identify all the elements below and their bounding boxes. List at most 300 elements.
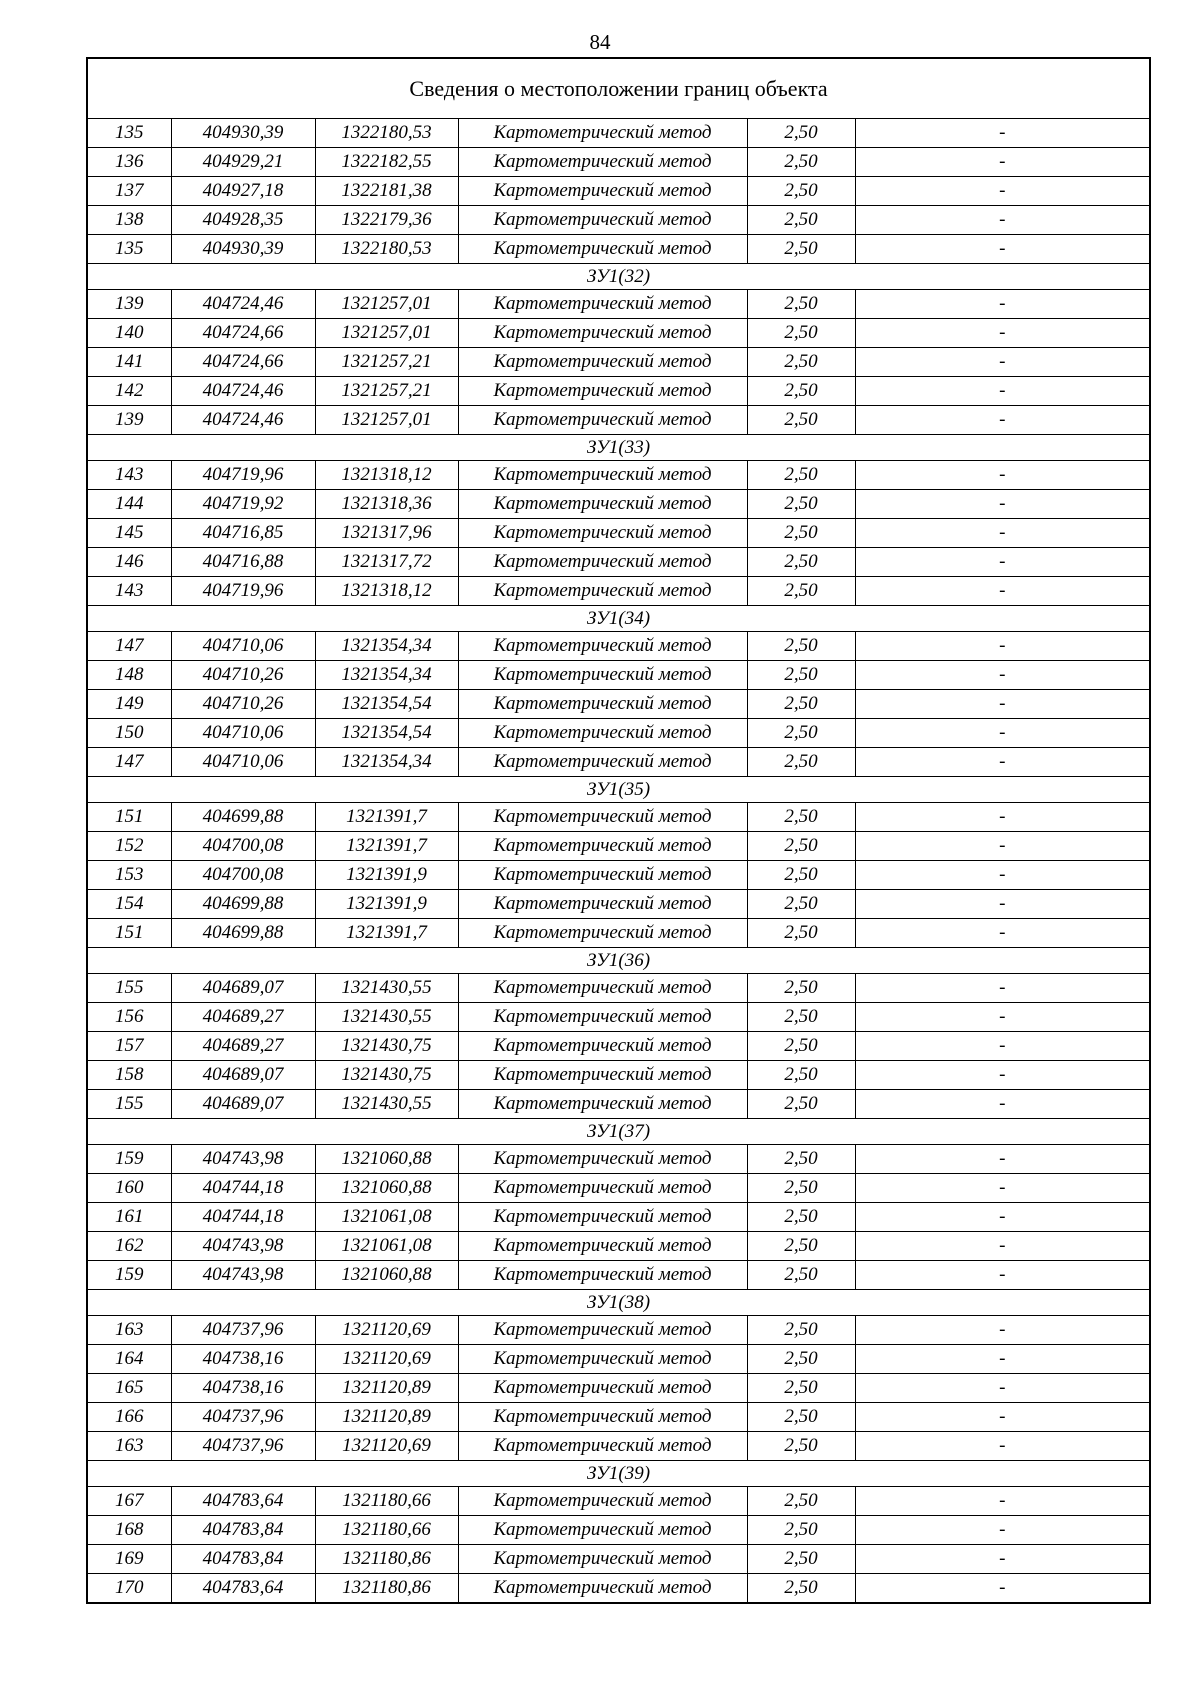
point-number-cell: 136 [87,148,171,177]
table-row [87,661,1150,690]
x-coordinate-cell: 404689,07 [171,1061,315,1090]
description-cell: - [855,1003,1150,1032]
y-coordinate-cell: 1321120,69 [315,1316,458,1345]
y-coordinate-cell: 1321257,01 [315,290,458,319]
section-label: ЗУ1(39) [87,1461,1150,1487]
point-number-cell: 139 [87,290,171,319]
accuracy-cell: 2,50 [747,1574,855,1604]
point-number-cell: 148 [87,661,171,690]
accuracy-cell: 2,50 [747,519,855,548]
y-coordinate-cell: 1321391,9 [315,861,458,890]
description-cell: - [855,519,1150,548]
y-coordinate-cell: 1322182,55 [315,148,458,177]
description-cell: - [855,235,1150,264]
y-coordinate-cell: 1321354,34 [315,748,458,777]
point-number-cell: 152 [87,832,171,861]
description-cell: - [855,1261,1150,1290]
x-coordinate-cell: 404743,98 [171,1145,315,1174]
accuracy-cell: 2,50 [747,119,855,148]
x-coordinate-cell: 404927,18 [171,177,315,206]
point-number-cell: 137 [87,177,171,206]
y-coordinate-cell: 1321391,7 [315,919,458,948]
accuracy-cell: 2,50 [747,1487,855,1516]
y-coordinate-cell: 1322180,53 [315,119,458,148]
x-coordinate-cell: 404744,18 [171,1203,315,1232]
description-cell: - [855,861,1150,890]
x-coordinate-cell: 404710,06 [171,719,315,748]
table-row [87,548,1150,577]
point-number-cell: 159 [87,1145,171,1174]
section-label: ЗУ1(38) [87,1290,1150,1316]
section-header-row [87,264,1150,290]
method-cell: Картометрический метод [458,690,747,719]
table-row [87,1061,1150,1090]
x-coordinate-cell: 404738,16 [171,1374,315,1403]
y-coordinate-cell: 1321318,12 [315,461,458,490]
x-coordinate-cell: 404738,16 [171,1345,315,1374]
x-coordinate-cell: 404719,96 [171,577,315,606]
accuracy-cell: 2,50 [747,377,855,406]
x-coordinate-cell: 404700,08 [171,832,315,861]
y-coordinate-cell: 1321180,66 [315,1516,458,1545]
table-row [87,348,1150,377]
y-coordinate-cell: 1321180,86 [315,1545,458,1574]
method-cell: Картометрический метод [458,490,747,519]
y-coordinate-cell: 1321317,96 [315,519,458,548]
point-number-cell: 151 [87,803,171,832]
point-number-cell: 138 [87,206,171,235]
accuracy-cell: 2,50 [747,1032,855,1061]
table-row [87,1174,1150,1203]
point-number-cell: 135 [87,235,171,264]
table-row [87,1374,1150,1403]
boundary-coordinates-table [86,57,1151,1604]
y-coordinate-cell: 1321354,54 [315,719,458,748]
method-cell: Картометрический метод [458,919,747,948]
description-cell: - [855,490,1150,519]
table-row [87,319,1150,348]
accuracy-cell: 2,50 [747,1145,855,1174]
method-cell: Картометрический метод [458,1487,747,1516]
description-cell: - [855,919,1150,948]
y-coordinate-cell: 1321257,01 [315,406,458,435]
x-coordinate-cell: 404783,64 [171,1574,315,1604]
x-coordinate-cell: 404783,84 [171,1545,315,1574]
description-cell: - [855,690,1150,719]
table-row [87,119,1150,148]
y-coordinate-cell: 1321061,08 [315,1232,458,1261]
x-coordinate-cell: 404743,98 [171,1232,315,1261]
table-row [87,890,1150,919]
point-number-cell: 158 [87,1061,171,1090]
accuracy-cell: 2,50 [747,348,855,377]
y-coordinate-cell: 1321318,12 [315,577,458,606]
y-coordinate-cell: 1321391,9 [315,890,458,919]
point-number-cell: 145 [87,519,171,548]
y-coordinate-cell: 1321430,75 [315,1032,458,1061]
y-coordinate-cell: 1321430,75 [315,1061,458,1090]
point-number-cell: 147 [87,748,171,777]
section-header-row [87,435,1150,461]
x-coordinate-cell: 404724,66 [171,319,315,348]
x-coordinate-cell: 404710,06 [171,632,315,661]
method-cell: Картометрический метод [458,719,747,748]
section-header-row [87,777,1150,803]
table-row [87,377,1150,406]
point-number-cell: 150 [87,719,171,748]
method-cell: Картометрический метод [458,1432,747,1461]
table-row [87,719,1150,748]
method-cell: Картометрический метод [458,1374,747,1403]
x-coordinate-cell: 404929,21 [171,148,315,177]
boundary-table-container [86,57,1149,1604]
y-coordinate-cell: 1321061,08 [315,1203,458,1232]
accuracy-cell: 2,50 [747,803,855,832]
method-cell: Картометрический метод [458,632,747,661]
description-cell: - [855,577,1150,606]
description-cell: - [855,719,1150,748]
table-row [87,1232,1150,1261]
point-number-cell: 156 [87,1003,171,1032]
description-cell: - [855,1032,1150,1061]
y-coordinate-cell: 1321391,7 [315,803,458,832]
point-number-cell: 144 [87,490,171,519]
table-row [87,1345,1150,1374]
description-cell: - [855,119,1150,148]
method-cell: Картометрический метод [458,406,747,435]
table-body [87,58,1150,1603]
section-label: ЗУ1(36) [87,948,1150,974]
x-coordinate-cell: 404699,88 [171,919,315,948]
x-coordinate-cell: 404719,96 [171,461,315,490]
accuracy-cell: 2,50 [747,548,855,577]
description-cell: - [855,548,1150,577]
method-cell: Картометрический метод [458,206,747,235]
point-number-cell: 166 [87,1403,171,1432]
y-coordinate-cell: 1322181,38 [315,177,458,206]
table-row [87,1090,1150,1119]
accuracy-cell: 2,50 [747,319,855,348]
section-header-row [87,1119,1150,1145]
table-row [87,1545,1150,1574]
table-row [87,1145,1150,1174]
method-cell: Картометрический метод [458,1174,747,1203]
description-cell: - [855,1174,1150,1203]
method-cell: Картометрический метод [458,748,747,777]
point-number-cell: 154 [87,890,171,919]
table-row [87,148,1150,177]
description-cell: - [855,377,1150,406]
accuracy-cell: 2,50 [747,1545,855,1574]
method-cell: Картометрический метод [458,1232,747,1261]
y-coordinate-cell: 1321430,55 [315,974,458,1003]
method-cell: Картометрический метод [458,832,747,861]
table-row [87,1032,1150,1061]
accuracy-cell: 2,50 [747,290,855,319]
accuracy-cell: 2,50 [747,1203,855,1232]
description-cell: - [855,1516,1150,1545]
y-coordinate-cell: 1321060,88 [315,1145,458,1174]
method-cell: Картометрический метод [458,974,747,1003]
description-cell: - [855,1061,1150,1090]
x-coordinate-cell: 404710,06 [171,748,315,777]
accuracy-cell: 2,50 [747,1261,855,1290]
x-coordinate-cell: 404699,88 [171,803,315,832]
table-row [87,206,1150,235]
description-cell: - [855,803,1150,832]
accuracy-cell: 2,50 [747,577,855,606]
description-cell: - [855,661,1150,690]
description-cell: - [855,461,1150,490]
x-coordinate-cell: 404930,39 [171,119,315,148]
x-coordinate-cell: 404737,96 [171,1316,315,1345]
description-cell: - [855,148,1150,177]
accuracy-cell: 2,50 [747,490,855,519]
x-coordinate-cell: 404783,84 [171,1516,315,1545]
description-cell: - [855,832,1150,861]
section-header-row [87,606,1150,632]
description-cell: - [855,1090,1150,1119]
table-row [87,1516,1150,1545]
section-header-row [87,1461,1150,1487]
y-coordinate-cell: 1321257,21 [315,377,458,406]
x-coordinate-cell: 404737,96 [171,1403,315,1432]
method-cell: Картометрический метод [458,861,747,890]
y-coordinate-cell: 1321354,54 [315,690,458,719]
method-cell: Картометрический метод [458,661,747,690]
accuracy-cell: 2,50 [747,235,855,264]
method-cell: Картометрический метод [458,519,747,548]
x-coordinate-cell: 404689,27 [171,1003,315,1032]
method-cell: Картометрический метод [458,148,747,177]
accuracy-cell: 2,50 [747,1090,855,1119]
x-coordinate-cell: 404743,98 [171,1261,315,1290]
point-number-cell: 160 [87,1174,171,1203]
method-cell: Картометрический метод [458,290,747,319]
point-number-cell: 170 [87,1574,171,1604]
x-coordinate-cell: 404737,96 [171,1432,315,1461]
point-number-cell: 143 [87,577,171,606]
point-number-cell: 163 [87,1432,171,1461]
y-coordinate-cell: 1321060,88 [315,1174,458,1203]
accuracy-cell: 2,50 [747,206,855,235]
x-coordinate-cell: 404783,64 [171,1487,315,1516]
description-cell: - [855,974,1150,1003]
table-row [87,1432,1150,1461]
accuracy-cell: 2,50 [747,719,855,748]
point-number-cell: 162 [87,1232,171,1261]
y-coordinate-cell: 1321180,66 [315,1487,458,1516]
description-cell: - [855,290,1150,319]
method-cell: Картометрический метод [458,1145,747,1174]
method-cell: Картометрический метод [458,461,747,490]
accuracy-cell: 2,50 [747,1232,855,1261]
method-cell: Картометрический метод [458,235,747,264]
table-row [87,861,1150,890]
method-cell: Картометрический метод [458,577,747,606]
method-cell: Картометрический метод [458,177,747,206]
y-coordinate-cell: 1321257,21 [315,348,458,377]
method-cell: Картометрический метод [458,348,747,377]
section-label: ЗУ1(35) [87,777,1150,803]
table-row [87,832,1150,861]
section-label: ЗУ1(34) [87,606,1150,632]
x-coordinate-cell: 404699,88 [171,890,315,919]
point-number-cell: 169 [87,1545,171,1574]
table-row [87,1574,1150,1604]
x-coordinate-cell: 404930,39 [171,235,315,264]
section-header-row [87,1290,1150,1316]
method-cell: Картометрический метод [458,803,747,832]
description-cell: - [855,406,1150,435]
y-coordinate-cell: 1322180,53 [315,235,458,264]
description-cell: - [855,748,1150,777]
section-label: ЗУ1(37) [87,1119,1150,1145]
description-cell: - [855,1316,1150,1345]
description-cell: - [855,632,1150,661]
table-row [87,974,1150,1003]
section-label: ЗУ1(32) [87,264,1150,290]
table-row [87,1316,1150,1345]
accuracy-cell: 2,50 [747,1345,855,1374]
table-row [87,1003,1150,1032]
y-coordinate-cell: 1321318,36 [315,490,458,519]
point-number-cell: 164 [87,1345,171,1374]
section-header-row [87,948,1150,974]
method-cell: Картометрический метод [458,1574,747,1604]
table-row [87,803,1150,832]
point-number-cell: 141 [87,348,171,377]
y-coordinate-cell: 1321257,01 [315,319,458,348]
x-coordinate-cell: 404689,27 [171,1032,315,1061]
table-row [87,1487,1150,1516]
accuracy-cell: 2,50 [747,1003,855,1032]
x-coordinate-cell: 404724,46 [171,290,315,319]
accuracy-cell: 2,50 [747,1174,855,1203]
table-row [87,577,1150,606]
description-cell: - [855,1574,1150,1604]
point-number-cell: 167 [87,1487,171,1516]
y-coordinate-cell: 1321120,69 [315,1432,458,1461]
y-coordinate-cell: 1321120,89 [315,1374,458,1403]
accuracy-cell: 2,50 [747,974,855,1003]
method-cell: Картометрический метод [458,377,747,406]
table-row [87,632,1150,661]
accuracy-cell: 2,50 [747,661,855,690]
description-cell: - [855,1345,1150,1374]
x-coordinate-cell: 404710,26 [171,661,315,690]
description-cell: - [855,1432,1150,1461]
accuracy-cell: 2,50 [747,406,855,435]
method-cell: Картометрический метод [458,1403,747,1432]
point-number-cell: 168 [87,1516,171,1545]
description-cell: - [855,1232,1150,1261]
point-number-cell: 163 [87,1316,171,1345]
table-row [87,490,1150,519]
table-row [87,235,1150,264]
description-cell: - [855,890,1150,919]
accuracy-cell: 2,50 [747,690,855,719]
y-coordinate-cell: 1321391,7 [315,832,458,861]
table-row [87,406,1150,435]
y-coordinate-cell: 1321120,89 [315,1403,458,1432]
y-coordinate-cell: 1321354,34 [315,632,458,661]
point-number-cell: 155 [87,974,171,1003]
method-cell: Картометрический метод [458,119,747,148]
point-number-cell: 146 [87,548,171,577]
point-number-cell: 161 [87,1203,171,1232]
point-number-cell: 155 [87,1090,171,1119]
point-number-cell: 151 [87,919,171,948]
method-cell: Картометрический метод [458,548,747,577]
table-row [87,519,1150,548]
section-label: ЗУ1(33) [87,435,1150,461]
table-row [87,1261,1150,1290]
accuracy-cell: 2,50 [747,1061,855,1090]
method-cell: Картометрический метод [458,1003,747,1032]
method-cell: Картометрический метод [458,1032,747,1061]
accuracy-cell: 2,50 [747,861,855,890]
accuracy-cell: 2,50 [747,632,855,661]
description-cell: - [855,177,1150,206]
x-coordinate-cell: 404689,07 [171,974,315,1003]
x-coordinate-cell: 404928,35 [171,206,315,235]
method-cell: Картометрический метод [458,1345,747,1374]
table-row [87,748,1150,777]
x-coordinate-cell: 404724,66 [171,348,315,377]
y-coordinate-cell: 1321354,34 [315,661,458,690]
method-cell: Картометрический метод [458,1316,747,1345]
x-coordinate-cell: 404716,85 [171,519,315,548]
table-row [87,461,1150,490]
x-coordinate-cell: 404716,88 [171,548,315,577]
description-cell: - [855,1374,1150,1403]
table-title: Сведения о местоположении границ объекта [87,58,1150,119]
point-number-cell: 159 [87,1261,171,1290]
point-number-cell: 147 [87,632,171,661]
method-cell: Картометрический метод [458,1516,747,1545]
y-coordinate-cell: 1322179,36 [315,206,458,235]
accuracy-cell: 2,50 [747,1432,855,1461]
table-row [87,290,1150,319]
page-number: 84 [589,30,611,54]
point-number-cell: 142 [87,377,171,406]
description-cell: - [855,206,1150,235]
accuracy-cell: 2,50 [747,148,855,177]
x-coordinate-cell: 404744,18 [171,1174,315,1203]
description-cell: - [855,319,1150,348]
x-coordinate-cell: 404724,46 [171,377,315,406]
accuracy-cell: 2,50 [747,919,855,948]
point-number-cell: 165 [87,1374,171,1403]
description-cell: - [855,1487,1150,1516]
accuracy-cell: 2,50 [747,1374,855,1403]
description-cell: - [855,1403,1150,1432]
point-number-cell: 139 [87,406,171,435]
x-coordinate-cell: 404724,46 [171,406,315,435]
accuracy-cell: 2,50 [747,461,855,490]
method-cell: Картометрический метод [458,319,747,348]
x-coordinate-cell: 404719,92 [171,490,315,519]
accuracy-cell: 2,50 [747,1516,855,1545]
y-coordinate-cell: 1321430,55 [315,1090,458,1119]
y-coordinate-cell: 1321430,55 [315,1003,458,1032]
point-number-cell: 149 [87,690,171,719]
description-cell: - [855,1145,1150,1174]
method-cell: Картометрический метод [458,1261,747,1290]
method-cell: Картометрический метод [458,1545,747,1574]
table-row [87,690,1150,719]
